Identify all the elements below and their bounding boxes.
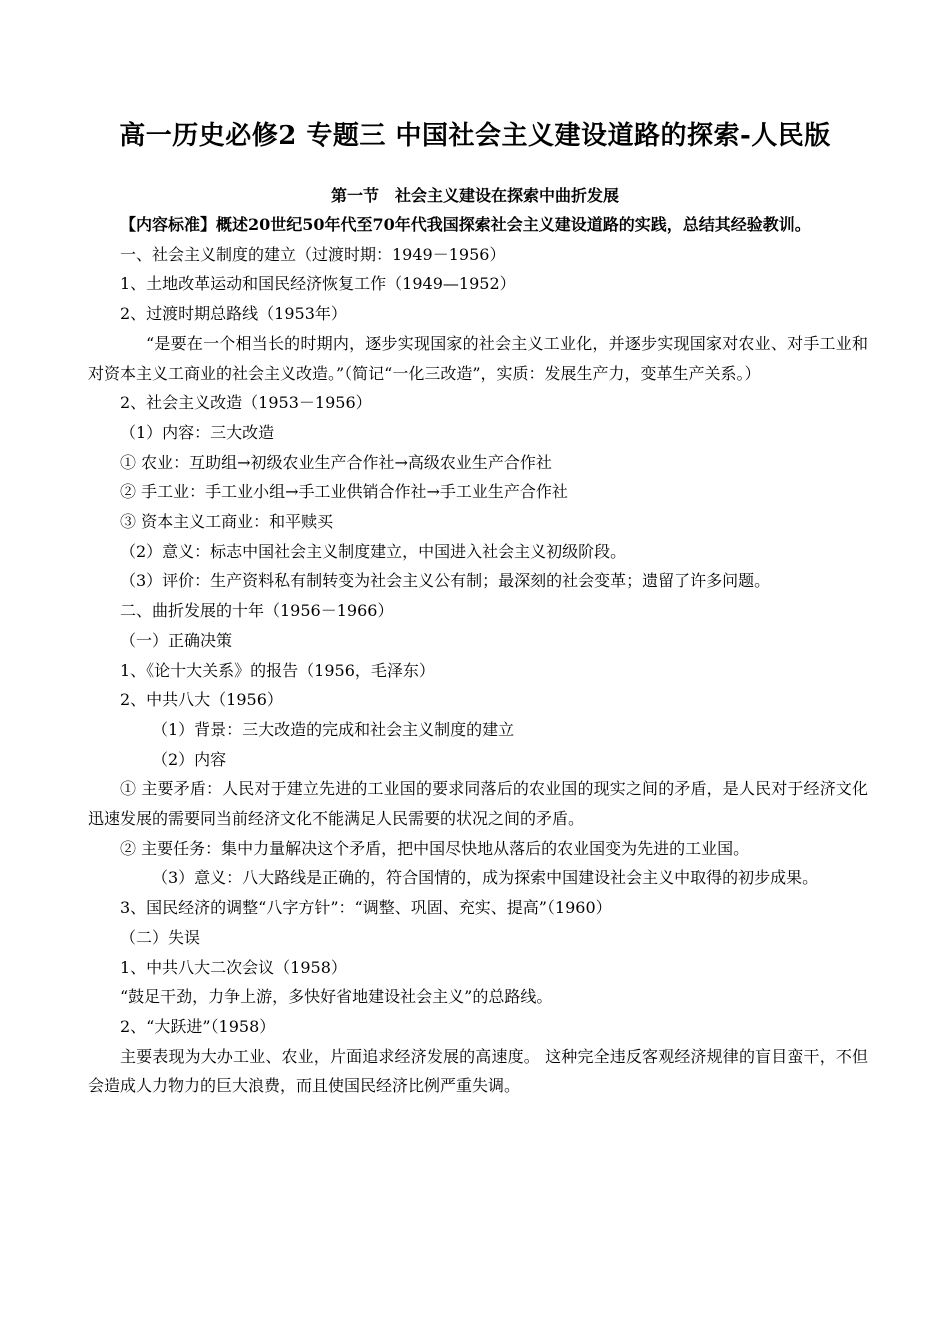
document-body (88, 210, 868, 1101)
paragraph: 2、中共八大（1956） (120, 690, 283, 710)
document-title: 高一历史必修2 专题三 中国社会主义建设道路的探索-人民版 (119, 121, 831, 151)
paragraph: 1、《论十大关系》的报告（1956，毛泽东） (120, 660, 435, 680)
paragraph: （1）背景：三大改造的完成和社会主义制度的建立 (152, 719, 515, 739)
paragraph: （2）内容 (152, 749, 227, 769)
paragraph: 1、土地改革运动和国民经济恢复工作（1949—1952） (120, 274, 516, 294)
paragraph: 2、过渡时期总路线（1953年） (120, 304, 347, 324)
paragraph: ③ 资本主义工商业：和平赎买 (120, 512, 334, 532)
paragraph: ① 主要矛盾：人民对于建立先进的工业国的要求同落后的农业国的现实之间的矛盾，是人民对于经济文化迅速发展的需要同当前经济文化不能满足人民需要的状况之间的矛盾。 (88, 779, 868, 829)
paragraph: 1、中共八大二次会议（1958） (120, 957, 347, 977)
paragraph: “鼓足干劲，力争上游，多快好省地建设社会主义”的总路线。 (120, 987, 553, 1007)
paragraph: ② 主要任务：集中力量解决这个矛盾，把中国尽快地从落后的农业国变为先进的工业国。 (120, 838, 750, 858)
content-standard: 【内容标准】概述20世纪50年代至70年代我国探索社会主义建设道路的实践，总结其经验教训。 (120, 215, 811, 234)
paragraph: 3、国民经济的调整“八字方针”：“调整、巩固、充实、提高”（1960） (120, 898, 612, 918)
paragraph: ① 农业：互助组→初级农业生产合作社→高级农业生产合作社 (120, 452, 552, 472)
paragraph: （1）内容：三大改造 (120, 422, 275, 442)
paragraph: （一）正确决策 (120, 630, 233, 650)
paragraph: 2、社会主义改造（1953－1956） (120, 393, 372, 413)
section-title: 第一节 社会主义建设在探索中曲折发展 (330, 186, 619, 205)
paragraph: 主要表现为大办工业、农业，片面追求经济发展的高速度。 这种完全违反客观经济规律的盲目蛮干，不但会造成人力物力的巨大浪费，而且使国民经济比例严重失调。 (88, 1046, 868, 1096)
paragraph: ② 手工业：手工业小组→手工业供销合作社→手工业生产合作社 (120, 482, 568, 502)
paragraph: （2）意义：标志中国社会主义制度建立，中国进入社会主义初级阶段。 (120, 541, 627, 561)
paragraph: 一、社会主义制度的建立（过渡时期：1949－1956） (120, 244, 506, 264)
paragraph: “是要在一个相当长的时期内，逐步实现国家的社会主义工业化，并逐步实现国家对农业、对手工业和对资本主义工商业的社会主义改造。”（简记“一化三改造”，实质：发展生产力，变革生产关系。） (88, 333, 868, 383)
paragraph: 2、“大跃进”（1958） (120, 1016, 276, 1036)
paragraph: （二）失误 (120, 927, 201, 947)
paragraph: （3）评价：生产资料私有制转变为社会主义公有制；最深刻的社会变革；遗留了许多问题。 (120, 571, 771, 591)
paragraph: 二、曲折发展的十年（1956－1966） (120, 601, 394, 621)
paragraph: （3）意义：八大路线是正确的，符合国情的，成为探索中国建设社会主义中取得的初步成果。 (152, 868, 819, 888)
